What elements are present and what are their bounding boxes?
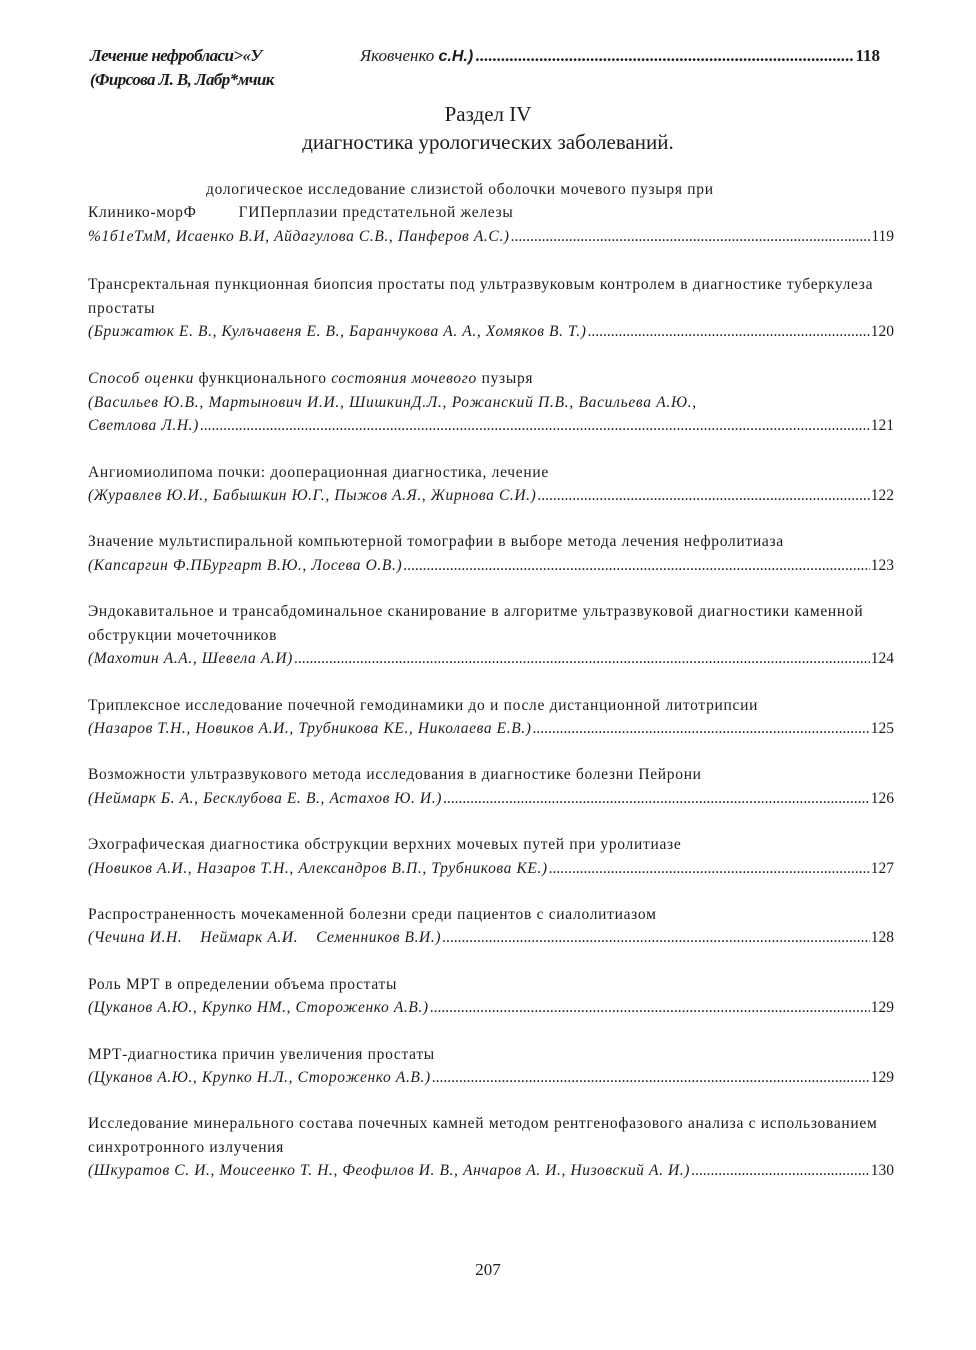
previous-entry-title: Лечение нефробласи>«У [90,46,262,65]
entry-authors: (Шкуратов С. И., Моисеенко Т. Н., Феофилов И. В., Анчаров А. И., Низовский А. И.) [88,1162,691,1180]
previous-entry-page: 118 [855,46,880,65]
dot-leader [691,1159,870,1182]
entry-authors-line [88,484,894,507]
entry-authors: (Журавлев Ю.И., Бабышкин Ю.Г., Пыжов А.Я., Жирнова С.И.) [88,487,537,505]
entry-authors: (Новиков А.И., Назаров Т.Н., Александров В.П., Трубникова КЕ.) [88,859,548,877]
dot-leader [443,787,870,810]
dot-leader [533,717,870,740]
entry-title-line: Клинико-морФ ГИПерплазии предстательной железы [88,204,514,222]
entry-authors: (Чечина И.Н. Неймарк А.И. Семенников В.И.) [88,929,442,947]
entry-title: Распространенность мочекаменной болезни среди пациентов с сиалолитиазом [88,905,657,923]
entry-authors: (Назаров Т.Н., Новиков А.И., Трубникова КЕ., Николаева Е.В.) [88,719,532,737]
entry-title: Роль МРТ в определении объема простаты [88,975,398,993]
entry-title: Ангиомиолипома почки: дооперационная диагностика, лечение [88,463,549,481]
dot-leader [403,554,870,577]
dot-leader [475,44,853,68]
entry-title: Способ оценки функционального состояния мочевого пузыря [88,370,534,388]
entry-authors: (Цуканов А.Ю., Крупко НМ., Стороженко А.В.) [88,999,429,1017]
dot-leader [588,320,870,343]
toc-entry [88,833,894,880]
previous-entry-leader [360,44,880,69]
entry-authors-line [88,320,894,343]
entry-authors-line [88,857,894,880]
entry-authors: (Капсаргин Ф.ПБургарт В.Ю., Лосева О.В.) [88,556,403,574]
dot-leader [200,414,870,437]
entry-authors: (Махотин А.А., Шевела А.И) [88,650,293,668]
toc-entry [88,600,894,670]
entry-page: 126 [870,789,894,807]
entry-authors-line [88,996,894,1019]
entry-authors: (Цуканов А.Ю., Крупко Н.Л., Стороженко А.В.) [88,1068,431,1086]
entry-page: 125 [870,719,894,737]
previous-entry-author-tail: Яковченко с.Н.) [360,46,474,65]
entry-page: 129 [870,999,894,1017]
toc-entry [88,1043,894,1090]
entry-title: Трансректальная пункционная биопсия простаты под ультразвуковым контролем в диагностике туберкулеза простаты [88,276,874,317]
toc-entry [88,763,894,810]
entry-title: Значение мультиспиральной компьютерной томографии в выборе метода лечения нефролитиаза [88,533,784,551]
entry-authors-line [88,647,894,670]
entry-authors-line [88,717,894,740]
dot-leader [432,1066,870,1089]
entry-authors-line [88,1159,894,1182]
toc-entry [88,273,894,343]
previous-entry-authors: (Фирсова Л. В, Лабр*мчик [90,70,274,89]
entry-page: 122 [870,487,894,505]
dot-leader [294,647,870,670]
section-title: диагностика урологических заболеваний. [302,130,674,154]
entry-title-line: дологическое исследование слизистой оболочки мочевого пузыря при [206,181,714,198]
entry-page: 127 [870,859,894,877]
dot-leader [537,484,869,507]
dot-leader [442,926,870,949]
entry-authors-line [88,225,894,248]
toc-entry [88,530,894,577]
dot-leader [549,857,870,880]
entry-page: 129 [870,1068,894,1086]
entry-page: 128 [870,929,894,947]
entry-page: 119 [871,227,894,245]
entry-page: 123 [870,556,894,574]
entry-page: 130 [870,1162,894,1180]
page-number: 207 [475,1260,501,1279]
dot-leader [430,996,870,1019]
table-of-contents [88,178,894,1183]
toc-entry [88,903,894,950]
entry-authors: %1б1еТмМ, Исаенко В.И, Айдагулова С.В., Панферов А.С.) [88,227,510,245]
entry-page: 124 [870,650,894,668]
section-number: Раздел IV [444,102,532,126]
entry-authors-line [88,554,894,577]
entry-title: Эндокавитальное и трансабдоминальное сканирование в алгоритме ультразвуковой диагностики каменной обструкции мочеточников [88,603,864,644]
entry-authors: (Васильев Ю.В., Мартынович И.И., ШишкинД.Л., Рожанский П.В., Васильева А.Ю., [88,393,697,411]
entry-authors-line [88,926,894,949]
toc-entry [88,367,894,437]
entry-page: 120 [870,323,894,341]
entry-title: Исследование минерального состава почечных камней методом рентгенофазового анализа с использованием синхротронного излучения [88,1115,878,1156]
toc-entry [88,461,894,508]
toc-entry [88,973,894,1020]
entry-authors-line [88,414,894,437]
entry-authors-line [88,787,894,810]
entry-title: МРТ-диагностика причин увеличения простаты [88,1045,435,1063]
toc-entry [88,1112,894,1182]
entry-authors: (Брижатюк Е. В., Кулъчавеня Е. В., Баранчукова А. А., Хомяков В. Т.) [88,323,587,341]
toc-entry [88,694,894,741]
entry-title: Эхографическая диагностика обструкции верхних мочевых путей при уролитиазе [88,836,682,854]
previous-entry-fragment [90,44,360,92]
entry-title: Возможности ультразвукового метода исследования в диагностике болезни Пейрони [88,766,702,784]
entry-title: Триплексное исследование почечной гемодинамики до и после дистанционной литотрипсии [88,696,759,714]
entry-authors-line [88,1066,894,1089]
entry-authors: Светлова Л.Н.) [88,417,199,435]
dot-leader [511,225,871,248]
toc-entry [88,178,894,248]
entry-authors: (Неймарк Б. А., Бесклубова Е. В., Астахов Ю. И.) [88,789,442,807]
entry-page: 121 [870,417,894,435]
